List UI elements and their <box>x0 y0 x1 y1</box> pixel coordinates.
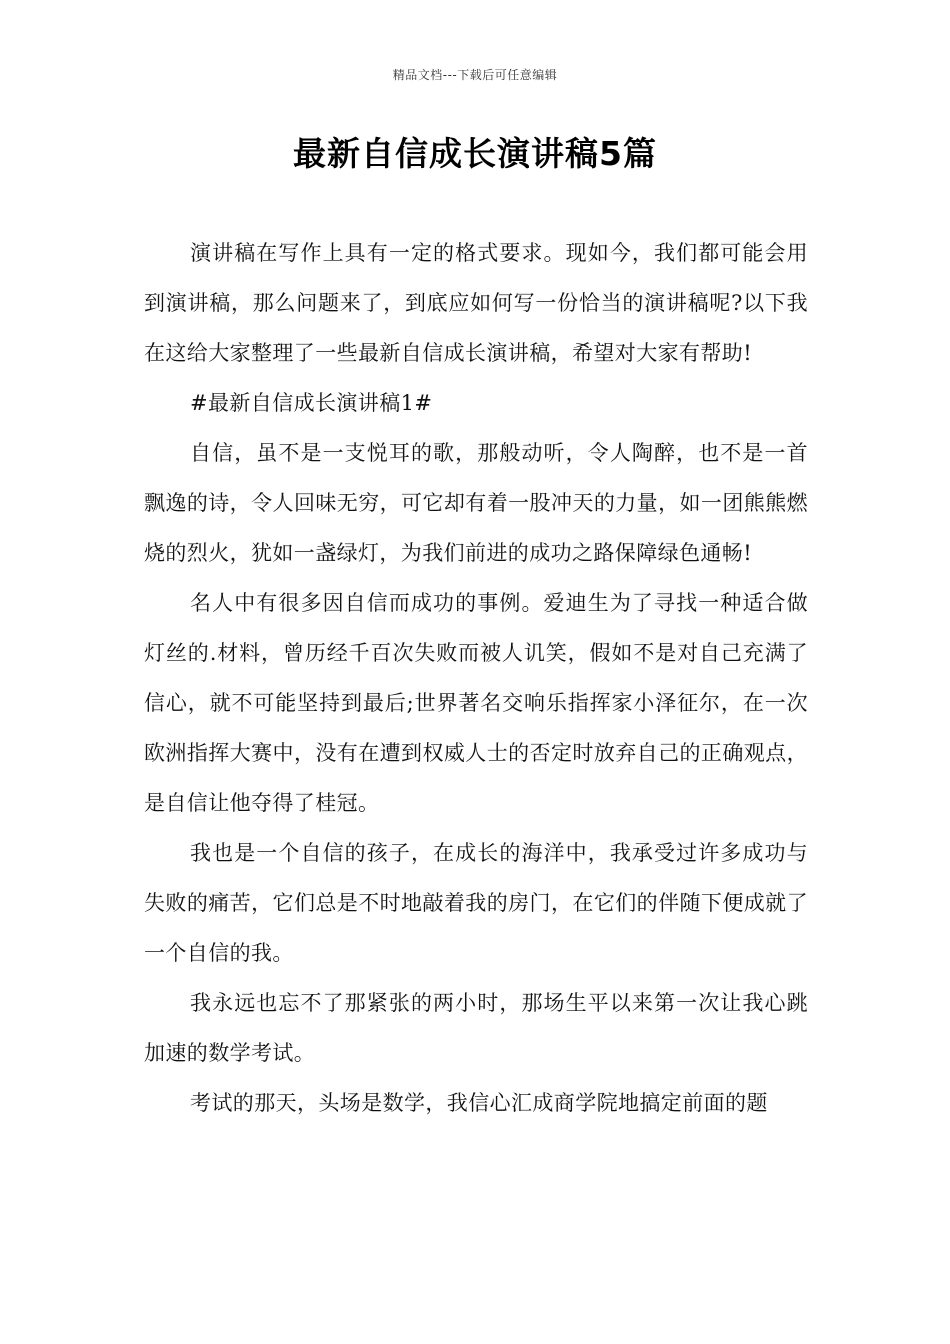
document-body <box>144 228 808 1128</box>
paragraph-intro: 演讲稿在写作上具有一定的格式要求。现如今，我们都可能会用到演讲稿，那么问题来了，到底应如何写一份恰当的演讲稿呢?以下我在这给大家整理了一些最新自信成长演讲稿，希望对大家有帮助! <box>144 241 808 365</box>
paragraph: 名人中有很多因自信而成功的事例。爱迪生为了寻找一种适合做灯丝的.材料，曾历经千百次失败而被人讥笑，假如不是对自己充满了信心，就不可能坚持到最后;世界著名交响乐指挥家小泽征尔，在一次欧洲指挥大赛中，没有在遭到权威人士的否定时放弃自己的正确观点，是自信让他夺得了桂冠。 <box>144 591 808 815</box>
paragraph: 考试的那天，头场是数学，我信心汇成商学院地搞定前面的题 <box>190 1091 768 1115</box>
header-note: 精品文档---下载后可任意编辑 <box>392 68 558 82</box>
paragraph: 自信，虽不是一支悦耳的歌，那般动听，令人陶醉，也不是一首飘逸的诗，令人回味无穷，可它却有着一股冲天的力量，如一团熊熊燃烧的烈火，犹如一盏绿灯，为我们前进的成功之路保障绿色通畅! <box>144 441 808 565</box>
section-heading-1: #最新自信成长演讲稿1# <box>190 391 433 415</box>
document-title: 最新自信成长演讲稿5篇 <box>293 134 657 173</box>
paragraph: 我也是一个自信的孩子，在成长的海洋中，我承受过许多成功与失败的痛苦，它们总是不时地敲着我的房门，在它们的伴随下便成就了一个自信的我。 <box>144 841 808 965</box>
paragraph: 我永远也忘不了那紧张的两小时，那场生平以来第一次让我心跳加速的数学考试。 <box>144 991 808 1065</box>
